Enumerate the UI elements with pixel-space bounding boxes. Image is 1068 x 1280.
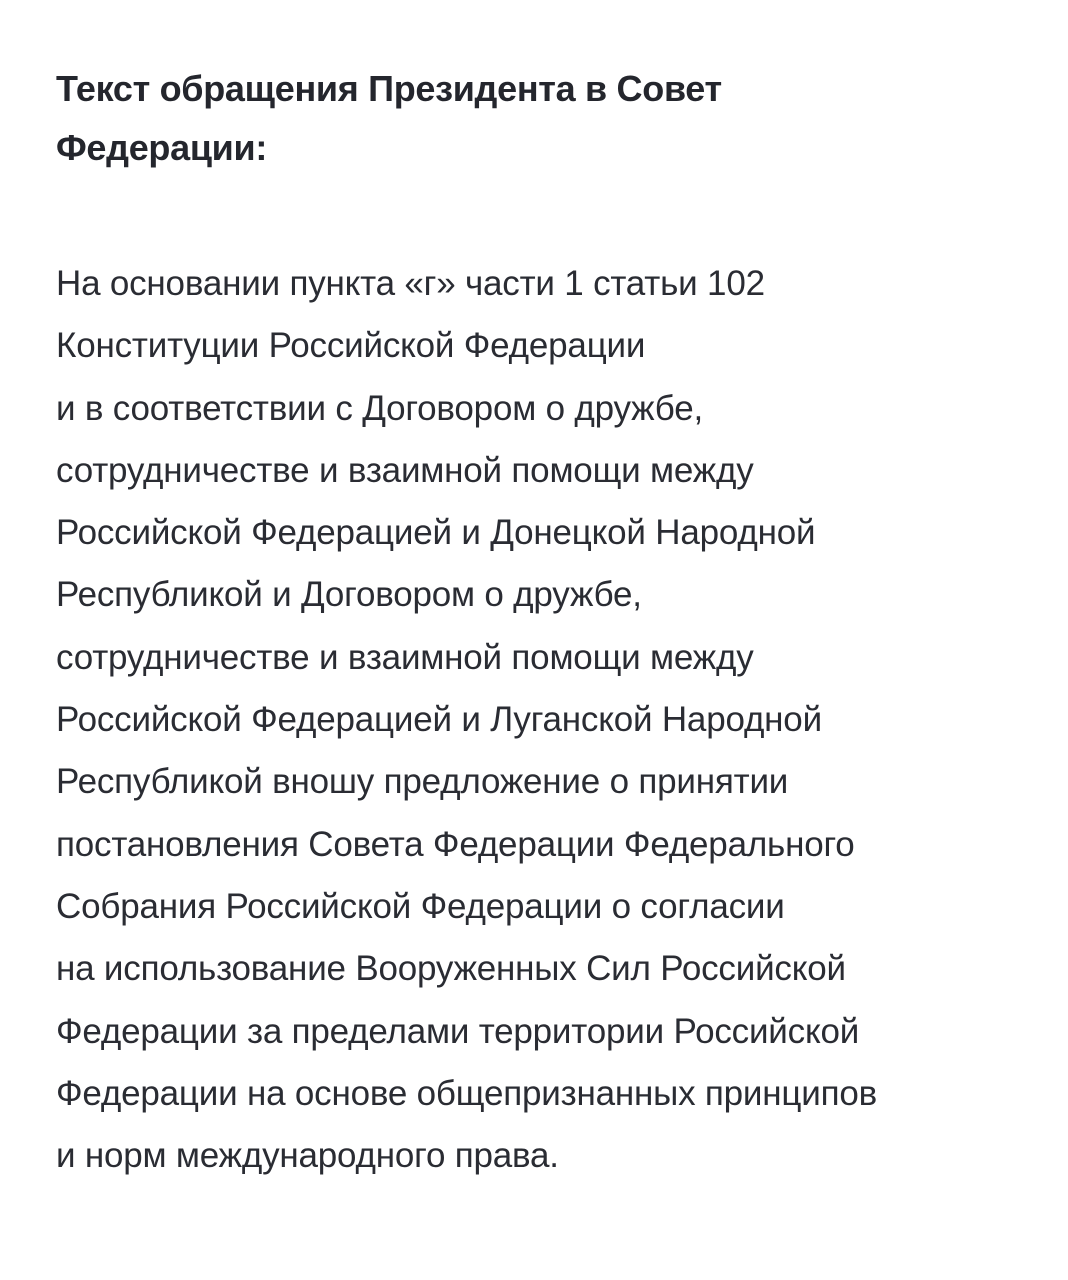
title-line: Текст обращения Президента в Совет [56,68,722,109]
body-line: Конституции Российской Федерации [56,326,646,366]
body-line: Российской Федерацией и Луганской Народной [56,700,822,740]
body-line: Российской Федерацией и Донецкой Народной [56,513,816,553]
body-line: Республикой и Договором о дружбе, [56,575,642,615]
body-line: сотрудничестве и взаимной помощи между [56,450,754,490]
document-title [56,59,1016,177]
body-line: Собрания Российской Федерации о согласии [56,886,785,926]
body-line: сотрудничестве и взаимной помощи между [56,637,754,677]
body-line: Федерации на основе общепризнанных принципов [56,1073,877,1113]
title-line: Федерации: [56,127,268,168]
body-line: постановления Совета Федерации Федерального [56,824,855,864]
body-line: На основании пункта «г» части 1 статьи 102 [56,264,765,303]
body-line: и в соответствии с Договором о дружбе, [56,388,704,428]
document-body [56,253,1046,1187]
body-line: Республикой вношу предложение о принятии [56,762,789,802]
body-line: Федерации за пределами территории Российской [56,1011,860,1051]
body-line: и норм международного права. [56,1136,559,1176]
body-line: на использование Вооруженных Сил Российской [56,949,846,989]
